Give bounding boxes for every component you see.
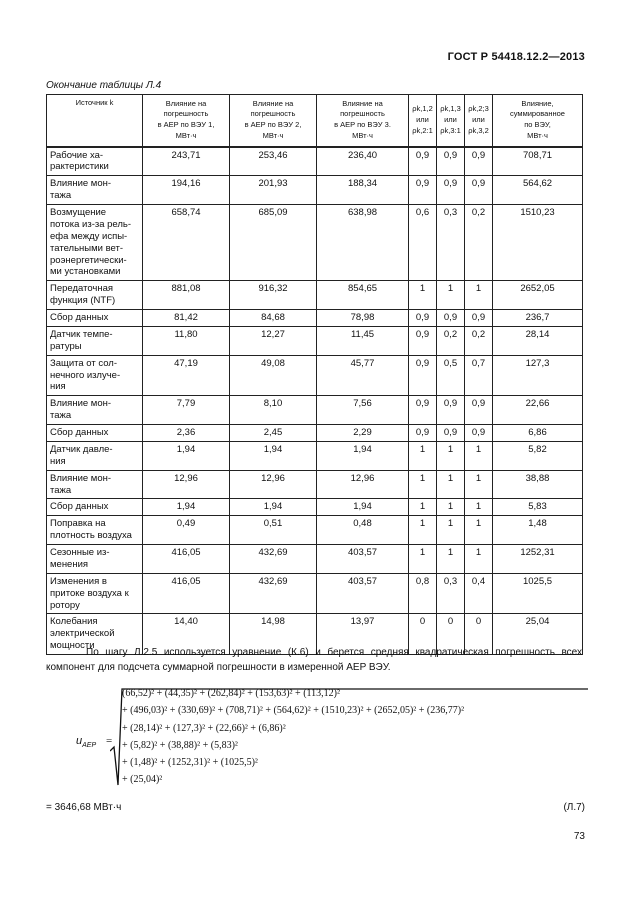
sum-cell: 1252,31 (493, 545, 583, 574)
sum-cell: 1510,23 (493, 205, 583, 281)
aep2-cell: 84,68 (230, 310, 317, 327)
aep3-cell: 45,77 (317, 355, 409, 396)
rho2-cell: 0,9 (437, 425, 465, 442)
col-header-aep1: Влияние на погрешность в AEP по ВЭУ 1, МВт·ч (143, 95, 230, 147)
sum-cell: 25,04 (493, 614, 583, 655)
aep1-cell: 243,71 (143, 147, 230, 176)
rho2-cell: 0,9 (437, 176, 465, 205)
aep2-cell: 916,32 (230, 281, 317, 310)
aep1-cell: 416,05 (143, 573, 230, 614)
aep3-cell: 638,98 (317, 205, 409, 281)
aep1-cell: 7,79 (143, 396, 230, 425)
aep2-cell: 432,69 (230, 545, 317, 574)
table-row (47, 205, 583, 281)
rho1-cell: 1 (409, 441, 437, 470)
table-header-row (47, 95, 583, 147)
aep3-cell: 12,96 (317, 470, 409, 499)
table-row (47, 176, 583, 205)
aep3-cell: 0,48 (317, 516, 409, 545)
sum-cell: 127,3 (493, 355, 583, 396)
col-header-rho2: ρk,1,3 или ρk,3:1 (437, 95, 465, 147)
aep3-cell: 13,97 (317, 614, 409, 655)
standard-code: ГОСТ Р 54418.12.2—2013 (447, 51, 585, 63)
aep1-cell: 194,16 (143, 176, 230, 205)
rho2-cell: 0,9 (437, 147, 465, 176)
source-cell: Сбор данных (47, 425, 143, 442)
table-row (47, 470, 583, 499)
rho3-cell: 0,2 (465, 205, 493, 281)
rho1-cell: 0,9 (409, 396, 437, 425)
rho3-cell: 1 (465, 516, 493, 545)
source-cell: Изменения в притоке воздуха к ротору (47, 573, 143, 614)
aep2-cell: 12,96 (230, 470, 317, 499)
rho2-cell: 1 (437, 441, 465, 470)
aep2-cell: 2,45 (230, 425, 317, 442)
rho1-cell: 0,9 (409, 326, 437, 355)
source-cell: Колебания электрической мощности (47, 614, 143, 655)
aep1-cell: 14,40 (143, 614, 230, 655)
rho2-cell: 0 (437, 614, 465, 655)
aep3-cell: 236,40 (317, 147, 409, 176)
aep2-cell: 14,98 (230, 614, 317, 655)
aep2-cell: 1,94 (230, 499, 317, 516)
formula-line: + (28,14)² + (127,3)² + (22,66)² + (6,86)² (122, 722, 286, 734)
rho3-cell: 1 (465, 499, 493, 516)
table-caption: Окончание таблицы Л.4 (46, 80, 162, 91)
rho3-cell: 0,9 (465, 147, 493, 176)
aep2-cell: 12,27 (230, 326, 317, 355)
rho2-cell: 0,3 (437, 205, 465, 281)
rho1-cell: 1 (409, 470, 437, 499)
rho2-cell: 1 (437, 545, 465, 574)
rho3-cell: 1 (465, 281, 493, 310)
formula-line: + (25,04)² (122, 774, 163, 786)
table-row (47, 147, 583, 176)
aep3-cell: 1,94 (317, 441, 409, 470)
aep1-cell: 416,05 (143, 545, 230, 574)
source-cell: Поправка на плотность воздуха (47, 516, 143, 545)
rho1-cell: 0,8 (409, 573, 437, 614)
aep3-cell: 854,65 (317, 281, 409, 310)
rho3-cell: 0,9 (465, 425, 493, 442)
source-cell: Влияние мон- тажа (47, 470, 143, 499)
aep3-cell: 403,57 (317, 545, 409, 574)
aep1-cell: 11,80 (143, 326, 230, 355)
aep1-cell: 47,19 (143, 355, 230, 396)
rho1-cell: 1 (409, 281, 437, 310)
formula-result: = 3646,68 МВт·ч (46, 802, 122, 813)
aep1-cell: 1,94 (143, 441, 230, 470)
formula-block (60, 685, 590, 795)
aep2-cell: 49,08 (230, 355, 317, 396)
rho3-cell: 0,9 (465, 396, 493, 425)
aep1-cell: 12,96 (143, 470, 230, 499)
sum-cell: 28,14 (493, 326, 583, 355)
aep1-cell: 658,74 (143, 205, 230, 281)
table-row (47, 573, 583, 614)
formula-equals: = (106, 735, 113, 747)
sum-cell: 708,71 (493, 147, 583, 176)
rho3-cell: 1 (465, 545, 493, 574)
rho1-cell: 1 (409, 545, 437, 574)
rho1-cell: 1 (409, 516, 437, 545)
aep1-cell: 0,49 (143, 516, 230, 545)
rho1-cell: 0 (409, 614, 437, 655)
formula-line: (66,52)² + (44,35)² + (262,84)² + (153,63)² + (113,12)² (122, 688, 340, 699)
rho2-cell: 0,3 (437, 573, 465, 614)
col-header-rho1: ρk,1,2 или ρk,2:1 (409, 95, 437, 147)
rho2-cell: 0,5 (437, 355, 465, 396)
uncertainty-table (46, 94, 583, 655)
source-cell: Сбор данных (47, 499, 143, 516)
aep3-cell: 2,29 (317, 425, 409, 442)
table-row (47, 499, 583, 516)
aep3-cell: 1,94 (317, 499, 409, 516)
table-row (47, 310, 583, 327)
rho1-cell: 0,9 (409, 147, 437, 176)
rho3-cell: 0,9 (465, 176, 493, 205)
aep1-cell: 2,36 (143, 425, 230, 442)
aep2-cell: 685,09 (230, 205, 317, 281)
table-row (47, 516, 583, 545)
formula-symbol: $u_{AEP}$ (76, 735, 97, 750)
source-cell: Возмущение потока из-за рель- ефа между испы- тательными вет- роэнергетически- ми установками (47, 205, 143, 281)
table-row (47, 425, 583, 442)
aep3-cell: 78,98 (317, 310, 409, 327)
rho3-cell: 0,9 (465, 310, 493, 327)
table-row (47, 545, 583, 574)
sum-cell: 5,83 (493, 499, 583, 516)
rho1-cell: 0,9 (409, 355, 437, 396)
rho3-cell: 1 (465, 470, 493, 499)
rho2-cell: 0,9 (437, 396, 465, 425)
sum-cell: 1025,5 (493, 573, 583, 614)
aep1-cell: 1,94 (143, 499, 230, 516)
aep1-cell: 81,42 (143, 310, 230, 327)
source-cell: Датчик давле- ния (47, 441, 143, 470)
table-row (47, 326, 583, 355)
table-row (47, 355, 583, 396)
aep2-cell: 1,94 (230, 441, 317, 470)
aep2-cell: 201,93 (230, 176, 317, 205)
rho3-cell: 0,2 (465, 326, 493, 355)
table-row (47, 441, 583, 470)
source-cell: Датчик темпе- ратуры (47, 326, 143, 355)
col-header-sum: Влияние, суммированное по ВЭУ, МВт·ч (493, 95, 583, 147)
aep3-cell: 403,57 (317, 573, 409, 614)
rho2-cell: 0,2 (437, 326, 465, 355)
rho2-cell: 0,9 (437, 310, 465, 327)
aep3-cell: 188,34 (317, 176, 409, 205)
aep3-cell: 7,56 (317, 396, 409, 425)
col-header-rho3: ρk,2;3 или ρk,3,2 (465, 95, 493, 147)
source-cell: Сбор данных (47, 310, 143, 327)
aep2-cell: 253,46 (230, 147, 317, 176)
aep2-cell: 432,69 (230, 573, 317, 614)
rho3-cell: 0,7 (465, 355, 493, 396)
formula-line: + (496,03)² + (330,69)² + (708,71)² + (564,62)² + (1510,23)² + (2652,05)² + (236,77)² (122, 705, 465, 717)
rho2-cell: 1 (437, 516, 465, 545)
sum-cell: 5,82 (493, 441, 583, 470)
table-row (47, 281, 583, 310)
sum-cell: 2652,05 (493, 281, 583, 310)
sum-cell: 22,66 (493, 396, 583, 425)
rho3-cell: 0,4 (465, 573, 493, 614)
sum-cell: 236,7 (493, 310, 583, 327)
col-header-aep2: Влияние на погрешность в AEP по ВЭУ 2, МВт·ч (230, 95, 317, 147)
source-cell: Сезонные из- менения (47, 545, 143, 574)
rho1-cell: 1 (409, 499, 437, 516)
rho2-cell: 1 (437, 281, 465, 310)
formula-line: + (1,48)² + (1252,31)² + (1025,5)² (122, 757, 258, 769)
rho2-cell: 1 (437, 470, 465, 499)
source-cell: Защита от сол- нечного излуче- ния (47, 355, 143, 396)
rho1-cell: 0,6 (409, 205, 437, 281)
rho2-cell: 1 (437, 499, 465, 516)
col-header-source: Источник k (47, 95, 143, 147)
rho1-cell: 0,9 (409, 310, 437, 327)
rho1-cell: 0,9 (409, 425, 437, 442)
page-number: 73 (573, 831, 585, 842)
formula-lines (122, 685, 464, 789)
aep2-cell: 0,51 (230, 516, 317, 545)
sum-cell: 564,62 (493, 176, 583, 205)
rho1-cell: 0,9 (409, 176, 437, 205)
source-cell: Влияние мон- тажа (47, 396, 143, 425)
aep3-cell: 11,45 (317, 326, 409, 355)
rho3-cell: 0 (465, 614, 493, 655)
explanation-paragraph: По шагу Л.2.5 используется уравнение (К.6) и берется средняя квадратическая погрешность всех компонент для подсчета суммарной погрешности в измеренной AEP ВЭУ. (46, 647, 582, 673)
aep1-cell: 881,08 (143, 281, 230, 310)
aep2-cell: 8,10 (230, 396, 317, 425)
sum-cell: 38,88 (493, 470, 583, 499)
sum-cell: 1,48 (493, 516, 583, 545)
col-header-aep3: Влияние на погрешность в AEP по ВЭУ 3. МВт·ч (317, 95, 409, 147)
rho3-cell: 1 (465, 441, 493, 470)
source-cell: Влияние мон- тажа (47, 176, 143, 205)
source-cell: Рабочие ха- рактеристики (47, 147, 143, 176)
source-cell: Передаточная функция (NTF) (47, 281, 143, 310)
table-row (47, 396, 583, 425)
equation-number: (Л.7) (563, 802, 585, 813)
table-body (47, 147, 583, 655)
formula-line: + (5,82)² + (38,88)² + (5,83)² (122, 739, 238, 751)
sum-cell: 6,86 (493, 425, 583, 442)
